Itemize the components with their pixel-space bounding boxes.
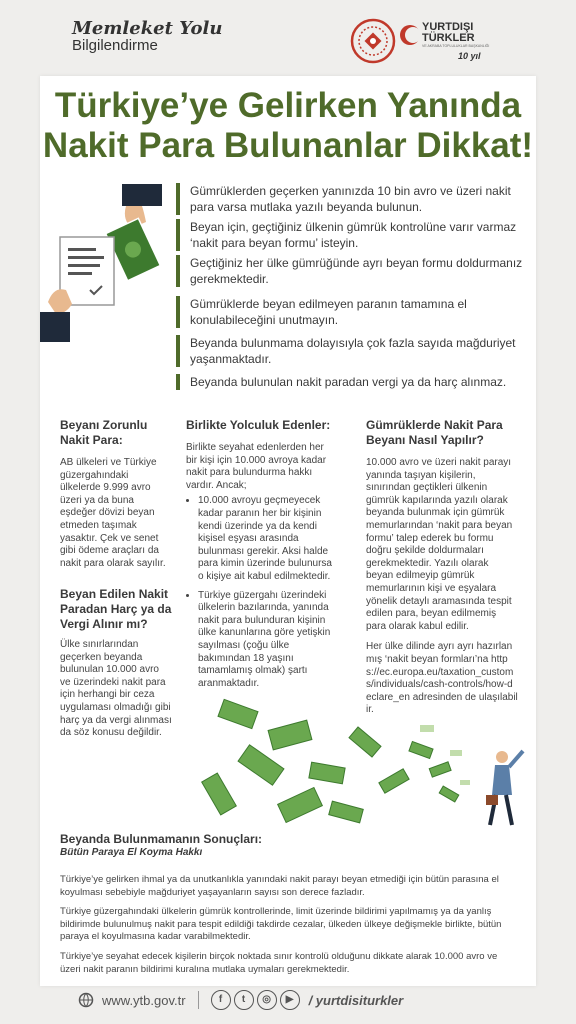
travel-conditions-list: [186, 495, 336, 690]
list-item: • 10.000 avroyu geçmeyecek kadar paranın her bir kişinin kendi üzerinde ya da kendi kişisel eşyası arasında bulunması gerekir. Aksi halde para kimin üzerinde bulunursa o kişiye ait kabul edilmektedir.: [198, 495, 336, 583]
consequences-section: [60, 832, 520, 976]
section-text: 10.000 avro ve üzeri nakit parayı yanında taşıyan kişilerin, sınırından geçtikleri ülkenin gümrük kapılarında yazılı olarak beyanda bulunmak için gümrük memurlarından ‘nakit para beyan formu’ talep ederek bu formu doğru şekilde doldurmaları gerekmektedir. Yazılı olarak beyan edilmeyip gümrük memurlarının kişi ve eşyalara yönelik detaylı aramasında tespit edilen para, beyan edilmemiş para olarak kabul edilir.: [366, 457, 513, 632]
ytb-logo: YURTDIŞI TÜRKLER VE AKRABA TOPLULUKLAR BAŞKANLIĞI 10 yıl: [422, 21, 490, 61]
flying-money-illustration: [180, 695, 530, 835]
section-subheading: Bütün Paraya El Koyma Hakkı: [60, 847, 203, 858]
globe-icon: [78, 992, 94, 1008]
section-text: Türkiye güzergahındaki ülkelerin gümrük kontrollerinde, limit üzerinde bildirimi yapılmamış ya da yanlış bildirimde bulunulmuş nakit para tespit edildiği takdirde cezalar, ülkeden ülkeye değişmekle birlikte, bütün paraya el koyulmasına kadar varabilmektedir.: [60, 906, 502, 943]
businessman-icon: [486, 751, 523, 825]
brand-logo: [72, 18, 222, 54]
column-left-second: [60, 587, 172, 740]
section-text: AB ülkeleri ve Türkiye güzergahındaki ülkelerde 9.999 avro üzeri ya da buna eşdeğer dövizi beyan etmeden taşımak yasaktır. Çek ve senet gibi ödeme araçları da nakit para olarak sayılır.: [60, 457, 166, 569]
section-heading: Gümrüklerde Nakit Para Beyanı Nasıl Yapılır?: [366, 418, 503, 447]
website-link[interactable]: www.ytb.gov.tr: [102, 992, 186, 1008]
brand-bottom: Bilgilendirme: [72, 37, 158, 54]
footer-divider: [198, 991, 199, 1009]
section-text: Türkiye’ye gelirken ihmal ya da unutkanlıkla yanındaki nakit parayı beyan etmediği için bütün parasına el koyulması sebebiyle mağduriyet yaşayanların sayısı son derece fazladır.: [60, 874, 499, 898]
social-handle[interactable]: / yurtdisiturkler: [308, 992, 404, 1008]
facebook-icon[interactable]: f: [211, 990, 231, 1010]
list-item: • Türkiye güzergahı üzerindeki ülkelerin bazılarında, yanında nakit para bulunduran kişinin ülke kanunlarına göre yetişkin sayılması (çoğu ülke bakımından 18 yaşını tamamlamış olmak) şartı aranmaktadır.: [198, 590, 336, 691]
column-left: [60, 418, 170, 570]
bullet-item: Gümrüklerden geçerken yanınızda 10 bin avro ve üzeri nakit para varsa mutlaka yazılı beyanda bulunun.: [176, 183, 532, 215]
bullet-item: Beyanda bulunmama dolayısıyla çok fazla sayıda mağduriyet yaşanmaktadır.: [176, 335, 532, 367]
twitter-icon[interactable]: t: [234, 990, 254, 1010]
section-heading: Beyan Edilen Nakit Paradan Harç ya da Vergi Alınır mı?: [60, 587, 172, 631]
section-heading: Birlikte Yolculuk Edenler:: [186, 418, 331, 432]
page-title: Türkiye’ye Gelirken Yanında Nakit Para Bulunanlar Dikkat!: [42, 86, 534, 165]
section-text: Birlikte seyahat edenlerden her bir kişi için 10.000 avroya kadar nakit para bulundurma hakkı vardır. Ancak;: [186, 442, 327, 491]
youtube-icon[interactable]: ▶: [280, 990, 300, 1010]
section-text: Türkiye’ye seyahat edecek kişilerin birçok noktada sınır kontrolü olduğunu dikkate alarak 10.000 avro ve üzeri nakit paranın bildirimi kuralına mutlaka uymaları gerekmektedir.: [60, 950, 498, 975]
bullet-item: Beyan için, geçtiğiniz ülkenin gümrük kontrolüne varır varmaz ‘nakit para beyan formu’ isteyin.: [176, 219, 532, 251]
cash-handover-illustration: [40, 182, 170, 352]
instagram-icon[interactable]: ◎: [257, 990, 277, 1010]
bullet-item: Geçtiğiniz her ülke gümrüğünde ayrı beyan formu doldurmanız gerekmektedir.: [176, 255, 532, 287]
brand-top: Memleket Yolu: [72, 18, 223, 39]
column-right: [366, 418, 518, 717]
bullet-item: Gümrüklerde beyan edilmeyen paranın tamamına el konulabileceğini unutmayın.: [176, 296, 532, 328]
section-text: Ülke sınırlarından geçerken beyanda bulunulan 10.000 avro ve üzerindeki nakit para için herhangi bir ceza uygulaması olmadığı gibi harç ya da vergi alınması da söz konusu değildir.: [60, 639, 172, 739]
footer: [78, 988, 498, 1012]
bullet-item: Beyanda bulunulan nakit paradan vergi ya da harç alınmaz.: [176, 374, 532, 390]
section-text-link: Her ülke dilinde ayrı ayrı hazırlanmış ‘nakit beyan formları’na https://ec.europa.eu/taxation_customs/individuals/cash-controls/how-declare_en adresinden de ulaşılabilir.: [366, 641, 518, 716]
crescent-icon: [398, 20, 420, 50]
column-middle: [186, 418, 336, 696]
section-heading: Beyanda Bulunmamanın Sonuçları:: [60, 832, 263, 846]
ministry-seal-icon: [350, 18, 396, 64]
section-heading: Beyanı Zorunlu Nakit Para:: [60, 418, 148, 447]
